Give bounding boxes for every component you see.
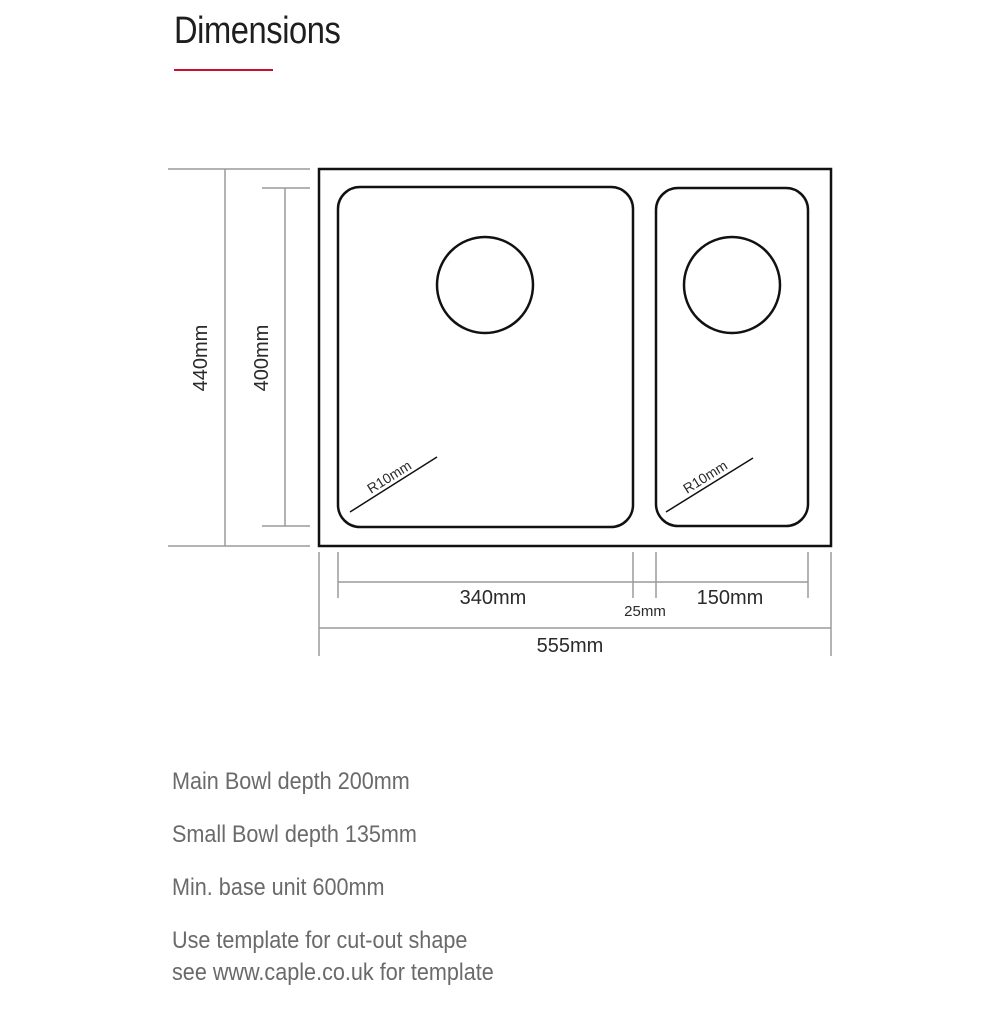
main-bowl-depth-note: Main Bowl depth 200mm <box>172 768 410 795</box>
small-bowl-width-label: 150mm <box>696 587 764 609</box>
template-note-line2: see www.caple.co.uk for template <box>172 959 494 986</box>
main-bowl-radius-label: R10mm <box>364 457 415 497</box>
small-bowl-radius-label: R10mm <box>680 457 731 497</box>
overall-height-label: 440mm <box>190 324 212 392</box>
bowl-height-label: 400mm <box>251 324 273 392</box>
min-base-unit-note: Min. base unit 600mm <box>172 874 385 901</box>
main-bowl-width-label: 340mm <box>459 587 527 609</box>
sink-outer-outline <box>319 169 831 546</box>
template-note-line1: Use template for cut-out shape <box>172 927 468 954</box>
overall-width-label: 555mm <box>536 635 604 657</box>
specification-notes <box>172 768 872 1012</box>
small-bowl-outline <box>656 188 808 526</box>
small-bowl-drain <box>684 237 780 333</box>
small-bowl-depth-note: Small Bowl depth 135mm <box>172 821 417 848</box>
page-title: Dimensions <box>174 10 341 52</box>
main-bowl-drain <box>437 237 533 333</box>
gap-width-label: 25mm <box>624 603 666 620</box>
